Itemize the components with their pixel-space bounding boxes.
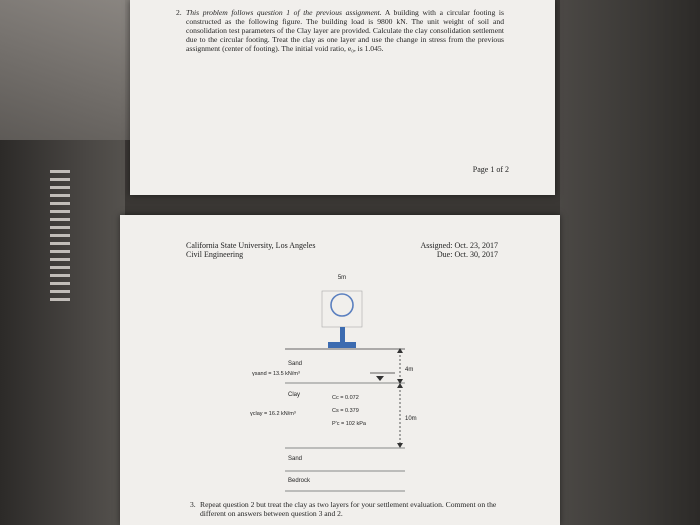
sand-unit-weight: γsand = 13.5 kN/m³ (252, 371, 300, 377)
footing-base (328, 342, 356, 348)
page-edge (50, 218, 70, 221)
university-name: California State University, Los Angeles (186, 241, 316, 250)
water-table-icon (376, 376, 384, 381)
preconsolidation-pressure: P'c = 102 kPa (332, 421, 366, 427)
department-name: Civil Engineering (186, 250, 244, 259)
soil-profile-diagram (120, 215, 560, 525)
due-date: Due: Oct. 30, 2017 (436, 250, 498, 259)
question-number: 3. (190, 500, 196, 509)
page-number: Page 1 of 2 (472, 165, 509, 174)
page-edge (50, 266, 70, 269)
compression-index: Cc = 0.072 (332, 395, 359, 401)
clay-unit-weight: γclay = 16.2 kN/m³ (250, 411, 296, 417)
question-3 (190, 500, 500, 518)
swelling-index: Cs = 0.379 (332, 408, 359, 414)
background-right (560, 0, 700, 525)
question-body: A building with a circular footing is constructed as the following figure. The building load is 9800 kN. The unit weight of soil and consolidation test parameters of the Clay layer are provided. Calculate the clay consolidation settlement due to the circular footing. Treat the clay as one layer and use the change in stress from the previous assignment (center of footing). The initial void ratio, e₀, is 1.045. (186, 8, 504, 53)
page-edge (50, 274, 70, 277)
upper-sand-label: Sand (288, 361, 303, 367)
page-edge (50, 210, 70, 213)
page-edge (50, 242, 70, 245)
question-intro: This problem follows question 1 of the previous assignment. (186, 8, 382, 17)
assigned-date: Assigned: Oct. 23, 2017 (420, 241, 498, 250)
page-edge (50, 290, 70, 293)
clay-label: Clay (288, 392, 301, 398)
page-edge (50, 178, 70, 181)
document-page-2 (120, 215, 560, 525)
building-circle-icon (331, 294, 353, 316)
lower-sand-label: Sand (288, 456, 303, 462)
depth-label-4m: 4m (405, 367, 414, 373)
bedrock-label: Bedrock (288, 478, 311, 484)
page-edge (50, 170, 70, 173)
question-2 (176, 8, 504, 53)
depth-label-10m: 10m (405, 416, 417, 422)
footing-width-label: 5m (337, 275, 347, 281)
building-outline (322, 291, 362, 327)
page-edge (50, 186, 70, 189)
background-glare (0, 0, 130, 140)
footing-column (340, 327, 345, 343)
page-edge-stack (50, 170, 70, 306)
page-edge (50, 234, 70, 237)
page-edge (50, 298, 70, 301)
arrow-up-icon (397, 383, 403, 388)
arrow-down-icon (397, 443, 403, 448)
page-edge (50, 226, 70, 229)
page-edge (50, 194, 70, 197)
page-edge (50, 282, 70, 285)
question-body: Repeat question 2 but treat the clay as two layers for your settlement evaluation. Comment on the different on answers between question 3 and 2. (200, 500, 497, 518)
document-page-1 (130, 0, 555, 195)
page-edge (50, 202, 70, 205)
page-edge (50, 258, 70, 261)
page-edge (50, 250, 70, 253)
question-number: 2. (176, 8, 182, 17)
